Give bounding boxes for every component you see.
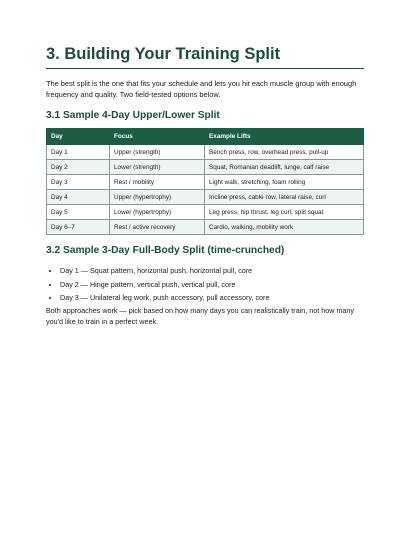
table-row: [47, 145, 364, 160]
table-row: [47, 205, 364, 220]
full-body-list: [46, 264, 364, 305]
list-item: • Day 3 — Unilateral leg work, push accessory, pull accessory, core: [60, 291, 364, 305]
cell-lifts: Squat, Romanian deadlift, lunge, calf raise: [205, 160, 364, 175]
cell-day: Day 4: [47, 190, 110, 205]
document-page: [46, 44, 364, 327]
cell-lifts: Cardio, walking, mobility work: [205, 220, 364, 235]
table-row: [47, 175, 364, 190]
section-title: 3. Building Your Training Split: [46, 44, 364, 69]
cell-focus: Upper (strength): [110, 145, 205, 160]
closing-paragraph: Both approaches work — pick based on how many days you can realistically train, not how many you'd like to train in a perfect week.: [46, 305, 355, 326]
cell-lifts: Incline press, cable row, lateral raise, curl: [205, 190, 364, 205]
table-row: [47, 190, 364, 205]
header-focus: Focus: [110, 129, 205, 145]
cell-lifts: Light walk, stretching, foam rolling: [205, 175, 364, 190]
cell-focus: Upper (hypertrophy): [110, 190, 205, 205]
table-row: [47, 160, 364, 175]
cell-day: Day 3: [47, 175, 110, 190]
subsection-title-4-day: 3.1 Sample 4-Day Upper/Lower Split: [46, 110, 220, 121]
intro-paragraph: The best split is the one that fits your schedule and lets you hit each muscle group with enough frequency and quality. Two field-tested options below.: [46, 79, 357, 99]
cell-day: Day 2: [47, 160, 110, 175]
cell-day: Day 1: [47, 145, 110, 160]
subsection-title-3-day: 3.2 Sample 3-Day Full-Body Split (time-crunched): [46, 245, 285, 256]
cell-lifts: Bench press, row, overhead press, pull-up: [205, 145, 364, 160]
split-table: [46, 128, 364, 235]
table-row: [47, 220, 364, 235]
header-day: Day: [47, 129, 110, 145]
cell-day: Day 5: [47, 205, 110, 220]
list-item: • Day 1 — Squat pattern, horizontal push, horizontal pull, core: [60, 264, 364, 278]
cell-focus: Lower (strength): [110, 160, 205, 175]
cell-day: Day 6–7: [47, 220, 110, 235]
table-header-row: [47, 129, 364, 145]
cell-focus: Lower (hypertrophy): [110, 205, 205, 220]
cell-focus: Rest / mobility: [110, 175, 205, 190]
list-item: • Day 2 — Hinge pattern, vertical push, vertical pull, core: [60, 278, 364, 292]
cell-lifts: Leg press, hip thrust, leg curl, split squat: [205, 205, 364, 220]
cell-focus: Rest / active recovery: [110, 220, 205, 235]
header-example-lifts: Example Lifts: [205, 129, 364, 145]
